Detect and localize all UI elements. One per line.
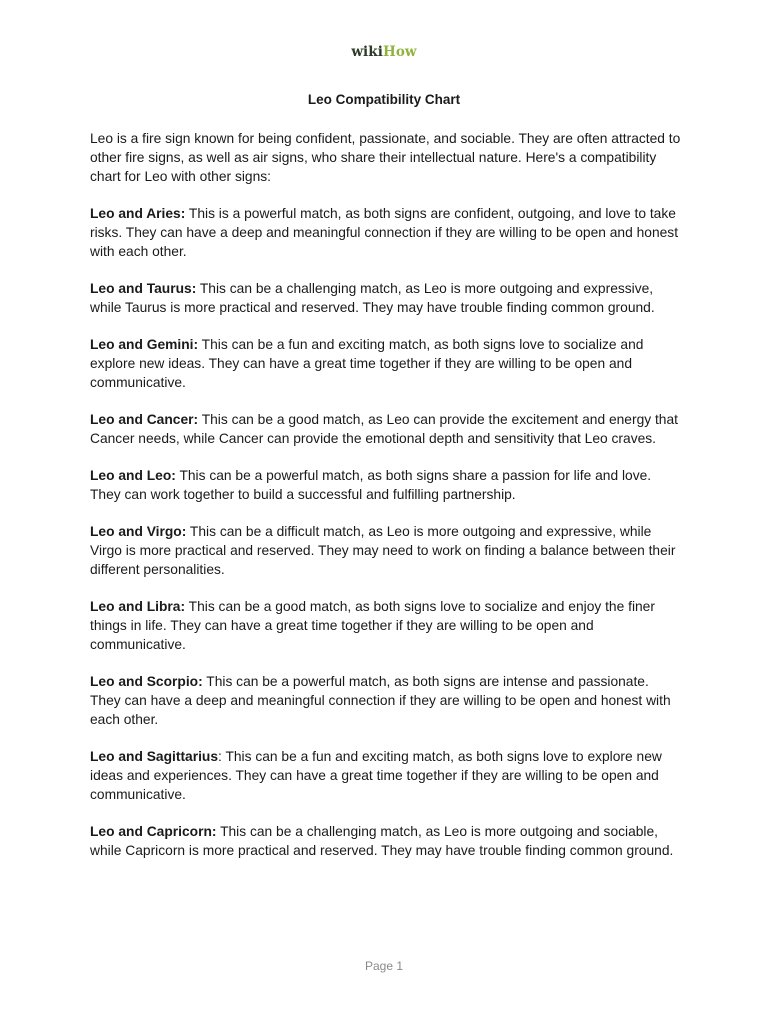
section-heading: Leo and Taurus:: [90, 281, 197, 296]
section-text: This can be a challenging match, as Leo is more outgoing and sociable, while Capricorn is more practical and reserved. They may have trouble finding common ground.: [90, 824, 674, 858]
section-aries: [90, 204, 682, 261]
section-text: This can be a good match, as both signs love to socialize and enjoy the finer things in life. They can have a great time together if they are willing to be open and communicative.: [90, 599, 655, 652]
section-text: This can be a challenging match, as Leo is more outgoing and expressive, while Taurus is more practical and reserved. They may have trouble finding common ground.: [90, 281, 655, 315]
logo-how-text: How: [382, 44, 417, 60]
page-number: Page 1: [364, 959, 404, 973]
section-heading: Leo and Virgo:: [90, 524, 187, 539]
section-text: This is a powerful match, as both signs are confident, outgoing, and love to take risks. They can have a deep and meaningful connection if they are willing to be open and honest with each other.: [90, 206, 679, 259]
section-heading: Leo and Aries:: [90, 206, 186, 221]
section-heading: Leo and Scorpio:: [90, 674, 203, 689]
section-text: : This can be a fun and exciting match, as both signs love to explore new ideas and experiences. They can have a great time together if they are willing to be open and communicative.: [90, 749, 662, 802]
section-heading: Leo and Leo:: [90, 468, 176, 483]
wikihow-logo: [0, 44, 768, 60]
section-sagittarius: [90, 747, 682, 804]
section-heading: Leo and Cancer:: [90, 412, 199, 427]
section-text: This can be a powerful match, as both signs share a passion for life and love. They can work together to build a successful and fulfilling partnership.: [90, 468, 652, 502]
intro-paragraph: Leo is a fire sign known for being confident, passionate, and sociable. They are often attracted to other fire signs, as well as air signs, who share their intellectual nature. Here's a compatibility chart for Leo with other signs:: [90, 131, 681, 184]
section-heading: Leo and Capricorn:: [90, 824, 217, 839]
section-heading: Leo and Libra:: [90, 599, 186, 614]
section-capricorn: [90, 822, 682, 860]
section-cancer: [90, 410, 682, 448]
page-title: Leo Compatibility Chart: [307, 92, 461, 107]
section-leo: [90, 466, 682, 504]
section-scorpio: [90, 672, 682, 729]
document-body: [90, 129, 682, 878]
section-taurus: [90, 279, 682, 317]
section-heading: Leo and Gemini:: [90, 337, 199, 352]
section-gemini: [90, 335, 682, 392]
section-virgo: [90, 522, 682, 579]
section-text: This can be a fun and exciting match, as both signs love to socialize and explore new ideas. They can have a great time together if they are willing to be open and communicative.: [90, 337, 644, 390]
section-libra: [90, 597, 682, 654]
section-heading: Leo and Sagittarius: [90, 749, 219, 764]
section-text: This can be a powerful match, as both signs are intense and passionate. They can have a deep and meaningful connection if they are willing to be open and honest with each other.: [90, 674, 671, 727]
section-text: This can be a difficult match, as Leo is more outgoing and expressive, while Virgo is more practical and reserved. They may need to work on finding a balance between their different personalities.: [90, 524, 676, 577]
section-text: This can be a good match, as Leo can provide the excitement and energy that Cancer needs, while Cancer can provide the emotional depth and sensitivity that Leo craves.: [90, 412, 678, 446]
logo-wiki-text: wiki: [351, 44, 383, 60]
